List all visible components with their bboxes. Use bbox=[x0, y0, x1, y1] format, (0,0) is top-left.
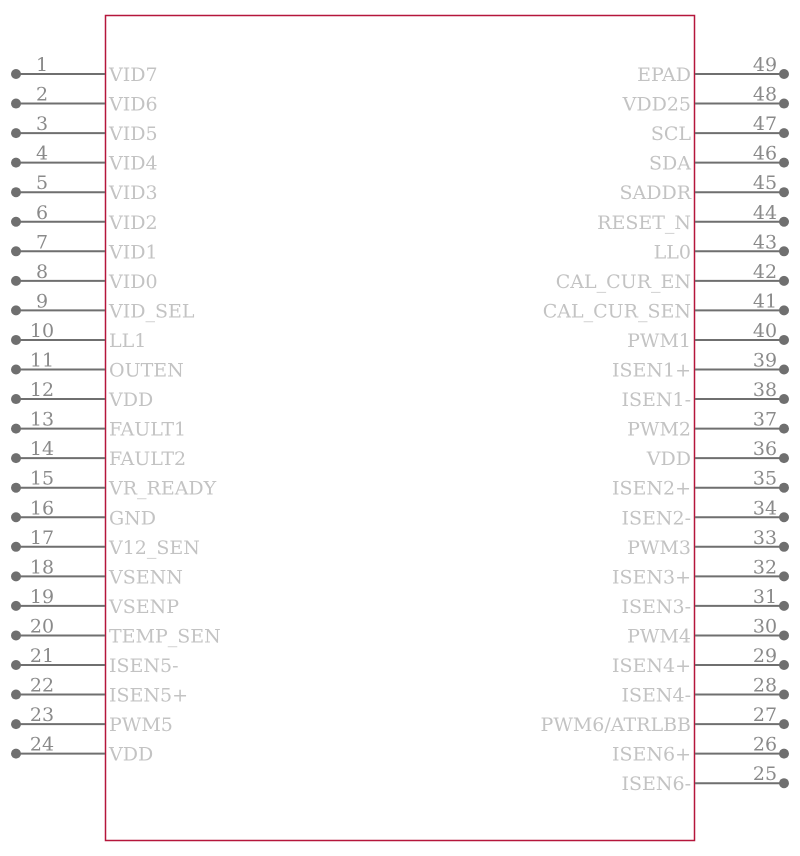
pin-name: ISEN5- bbox=[109, 655, 179, 677]
right-pin bbox=[627, 409, 789, 441]
left-pin bbox=[11, 556, 183, 588]
right-pin bbox=[541, 704, 789, 736]
pin-number: 15 bbox=[29, 467, 55, 490]
pin-number: 1 bbox=[35, 54, 49, 76]
pin-name: OUTEN bbox=[109, 359, 184, 382]
right-pin bbox=[649, 143, 789, 175]
pin-name: PWM6/ATRLBB bbox=[540, 714, 691, 737]
left-pin bbox=[11, 320, 146, 352]
pin-number: 36 bbox=[752, 438, 778, 461]
left-pin bbox=[11, 438, 186, 470]
pin-name: ISEN1- bbox=[621, 389, 691, 412]
pin-end-dot bbox=[11, 719, 21, 729]
pin-number: 7 bbox=[35, 231, 49, 254]
pin-name: VID1 bbox=[109, 241, 158, 264]
right-pin bbox=[621, 497, 789, 529]
pin-number: 11 bbox=[29, 349, 55, 372]
right-pin bbox=[646, 438, 789, 470]
pin-number: 18 bbox=[29, 556, 55, 579]
pin-end-dot bbox=[779, 601, 789, 611]
right-pin bbox=[627, 527, 789, 559]
left-pin bbox=[11, 261, 158, 293]
right-pin bbox=[621, 379, 789, 411]
left-pin bbox=[11, 586, 179, 618]
pin-name: VID_SEL bbox=[109, 300, 195, 323]
pin-end-dot bbox=[779, 749, 789, 759]
right-pin bbox=[622, 84, 789, 116]
pin-end-dot bbox=[779, 424, 789, 434]
pin-number: 27 bbox=[752, 704, 778, 727]
pin-number: 23 bbox=[29, 704, 55, 727]
pin-end-dot bbox=[779, 542, 789, 552]
pin-name: FAULT1 bbox=[109, 418, 187, 441]
pin-name: SADDR bbox=[619, 182, 691, 205]
pin-name: FAULT2 bbox=[109, 448, 187, 471]
pin-number: 32 bbox=[752, 556, 778, 579]
pin-end-dot bbox=[11, 187, 21, 197]
pin-end-dot bbox=[779, 246, 789, 256]
pin-name: VR_READY bbox=[109, 477, 217, 500]
left-pin bbox=[11, 645, 179, 677]
pin-number: 26 bbox=[752, 733, 778, 756]
pin-number: 33 bbox=[752, 526, 778, 549]
pin-name: TEMP_SEN bbox=[109, 625, 221, 648]
pin-end-dot bbox=[11, 749, 21, 759]
left-pin bbox=[11, 113, 158, 145]
pin-number: 38 bbox=[752, 379, 778, 402]
pin-name: LL0 bbox=[653, 241, 691, 264]
pin-name: PWM1 bbox=[627, 329, 691, 352]
pin-number: 4 bbox=[35, 142, 49, 165]
pin-number: 24 bbox=[29, 733, 55, 756]
pin-end-dot bbox=[11, 483, 21, 493]
pin-name: CAL_CUR_SEN bbox=[542, 300, 691, 323]
pin-number: 47 bbox=[752, 113, 778, 136]
pin-number: 42 bbox=[752, 260, 778, 283]
pin-end-dot bbox=[779, 128, 789, 138]
pin-end-dot bbox=[779, 690, 789, 700]
left-pin bbox=[11, 734, 153, 766]
pin-end-dot bbox=[11, 158, 21, 168]
pin-end-dot bbox=[11, 335, 21, 345]
pin-end-dot bbox=[779, 719, 789, 729]
pin-end-dot bbox=[779, 335, 789, 345]
pin-end-dot bbox=[11, 365, 21, 375]
pin-number: 5 bbox=[35, 172, 49, 195]
right-pin bbox=[612, 734, 789, 766]
pin-number: 25 bbox=[752, 763, 778, 786]
pin-number: 40 bbox=[752, 319, 778, 342]
pin-end-dot bbox=[11, 394, 21, 404]
pin-end-dot bbox=[11, 305, 21, 315]
left-pin bbox=[11, 143, 158, 175]
pin-name: LL1 bbox=[109, 329, 147, 352]
pin-end-dot bbox=[11, 453, 21, 463]
pin-name: VDD25 bbox=[622, 93, 691, 116]
pin-end-dot bbox=[11, 217, 21, 227]
pin-name: VID7 bbox=[109, 64, 158, 86]
left-pin bbox=[11, 468, 217, 500]
pin-name: VID0 bbox=[109, 270, 158, 293]
right-pin bbox=[612, 556, 789, 588]
pin-name: GND bbox=[109, 507, 157, 530]
right-pin bbox=[612, 645, 789, 677]
pin-end-dot bbox=[11, 276, 21, 286]
pin-number: 17 bbox=[29, 526, 55, 549]
pin-end-dot bbox=[11, 690, 21, 700]
pin-end-dot bbox=[11, 512, 21, 522]
left-pin bbox=[11, 379, 153, 411]
pin-end-dot bbox=[11, 246, 21, 256]
right-pin bbox=[612, 468, 789, 500]
pin-number: 49 bbox=[752, 54, 778, 76]
pin-end-dot bbox=[11, 542, 21, 552]
pin-name: ISEN2+ bbox=[611, 477, 691, 500]
pin-name: ISEN1+ bbox=[611, 359, 691, 382]
pin-number: 48 bbox=[752, 83, 778, 106]
left-pin bbox=[11, 675, 188, 707]
left-pin bbox=[11, 54, 158, 86]
pin-name: ISEN4+ bbox=[611, 655, 691, 677]
pin-name: ISEN4- bbox=[621, 684, 691, 707]
pin-number: 20 bbox=[29, 615, 55, 638]
left-pin bbox=[11, 84, 158, 116]
pin-end-dot bbox=[779, 276, 789, 286]
pin-number: 13 bbox=[29, 408, 55, 431]
pin-name: ISEN3+ bbox=[611, 566, 691, 589]
pin-end-dot bbox=[779, 99, 789, 109]
pin-name: ISEN5+ bbox=[109, 684, 189, 707]
right-pin bbox=[627, 320, 789, 352]
pin-end-dot bbox=[779, 394, 789, 404]
pin-number: 14 bbox=[29, 438, 55, 461]
pin-number: 29 bbox=[752, 645, 778, 667]
pin-number: 46 bbox=[752, 142, 778, 165]
pin-number: 44 bbox=[752, 201, 778, 224]
pin-end-dot bbox=[11, 601, 21, 611]
pin-end-dot bbox=[11, 571, 21, 581]
right-pin bbox=[627, 615, 789, 647]
pin-number: 6 bbox=[35, 201, 49, 224]
pin-name: VDD bbox=[646, 448, 691, 471]
left-pin bbox=[11, 172, 158, 204]
right-pin bbox=[651, 113, 789, 145]
pin-number: 12 bbox=[29, 379, 55, 402]
pin-name: VID5 bbox=[109, 123, 158, 146]
pin-number: 16 bbox=[29, 497, 55, 520]
right-pin bbox=[637, 54, 789, 86]
pin-name: VID3 bbox=[109, 182, 158, 205]
pin-end-dot bbox=[779, 217, 789, 227]
pin-number: 10 bbox=[29, 319, 55, 342]
left-pin bbox=[11, 409, 186, 441]
pin-number: 8 bbox=[35, 260, 49, 283]
pin-number: 22 bbox=[29, 674, 55, 697]
pin-end-dot bbox=[779, 483, 789, 493]
pin-number: 3 bbox=[35, 113, 49, 136]
pin-number: 28 bbox=[752, 674, 778, 697]
pin-end-dot bbox=[779, 571, 789, 581]
pin-number: 30 bbox=[752, 615, 778, 638]
pin-number: 37 bbox=[752, 408, 778, 431]
right-pin bbox=[556, 261, 789, 293]
pin-name: EPAD bbox=[637, 64, 691, 86]
pin-name: VID4 bbox=[109, 152, 158, 175]
left-pin bbox=[11, 350, 184, 382]
pin-number: 39 bbox=[752, 349, 778, 372]
pin-name: ISEN3- bbox=[621, 595, 691, 618]
pin-end-dot bbox=[11, 69, 21, 79]
pin-name: VID6 bbox=[109, 93, 158, 116]
pin-name: SDA bbox=[649, 152, 691, 175]
right-pin bbox=[621, 586, 789, 618]
pin-number: 31 bbox=[752, 585, 778, 608]
pin-number: 41 bbox=[752, 290, 778, 313]
pin-end-dot bbox=[779, 305, 789, 315]
pin-name: PWM3 bbox=[627, 536, 691, 559]
pin-name: CAL_CUR_EN bbox=[555, 270, 691, 293]
right-pin bbox=[621, 763, 789, 795]
pin-end-dot bbox=[11, 660, 21, 670]
pin-name: PWM5 bbox=[109, 714, 173, 737]
pin-end-dot bbox=[779, 512, 789, 522]
pin-number: 21 bbox=[29, 645, 55, 667]
pin-name: PWM4 bbox=[627, 625, 691, 648]
pin-end-dot bbox=[11, 630, 21, 640]
pin-name: V12_SEN bbox=[109, 536, 200, 559]
pin-name: RESET_N bbox=[597, 211, 691, 234]
left-pin bbox=[11, 231, 158, 263]
pin-name: ISEN6+ bbox=[611, 743, 691, 766]
pin-name: PWM2 bbox=[627, 418, 691, 441]
pin-end-dot bbox=[779, 778, 789, 788]
pin-name: VDD bbox=[109, 743, 154, 766]
pin-number: 45 bbox=[752, 172, 778, 195]
right-pin bbox=[597, 202, 789, 234]
pin-number: 43 bbox=[752, 231, 778, 254]
pin-end-dot bbox=[779, 453, 789, 463]
pin-name: VSENP bbox=[109, 595, 180, 618]
left-pin bbox=[11, 497, 156, 529]
left-pin bbox=[11, 704, 173, 736]
pin-end-dot bbox=[779, 660, 789, 670]
pin-name: ISEN2- bbox=[621, 507, 691, 530]
left-pin bbox=[11, 615, 221, 647]
pin-end-dot bbox=[11, 424, 21, 434]
pin-number: 19 bbox=[29, 585, 55, 608]
pin-end-dot bbox=[779, 365, 789, 375]
pin-number: 34 bbox=[752, 497, 778, 520]
right-pin bbox=[619, 172, 789, 204]
pin-end-dot bbox=[779, 69, 789, 79]
left-pin bbox=[11, 202, 158, 234]
pin-number: 35 bbox=[752, 467, 778, 490]
right-pin bbox=[612, 350, 789, 382]
right-pin bbox=[621, 675, 789, 707]
pin-end-dot bbox=[779, 158, 789, 168]
pin-name: VDD bbox=[109, 389, 154, 412]
pin-number: 2 bbox=[35, 83, 49, 106]
pin-end-dot bbox=[11, 128, 21, 138]
pin-end-dot bbox=[779, 630, 789, 640]
pin-end-dot bbox=[779, 187, 789, 197]
pin-name: SCL bbox=[650, 123, 691, 146]
right-pin-group bbox=[541, 54, 789, 795]
pin-name: ISEN6- bbox=[621, 773, 691, 796]
pin-name: VSENN bbox=[109, 566, 183, 589]
right-pin bbox=[654, 231, 789, 263]
right-pin bbox=[543, 290, 789, 322]
pin-number: 9 bbox=[35, 290, 49, 313]
left-pin-group bbox=[11, 54, 221, 766]
left-pin bbox=[11, 290, 195, 322]
pin-end-dot bbox=[11, 99, 21, 109]
pin-name: VID2 bbox=[109, 211, 158, 234]
